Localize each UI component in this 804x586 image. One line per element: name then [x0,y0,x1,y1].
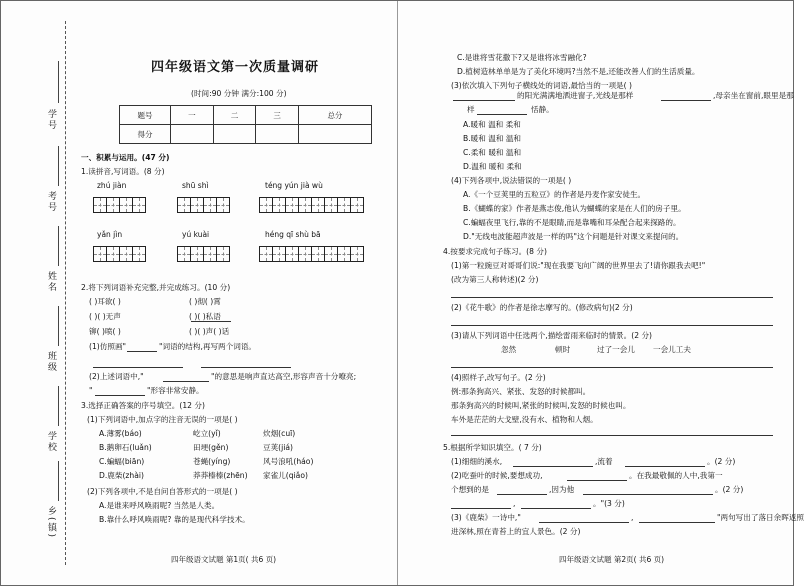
page-fold-line [397,1,398,585]
r-line: 样 [467,105,475,114]
r-line: ,母亲坐在窗前,眼里是那 [713,91,794,100]
example: 例:那条狗高兴、紧张、发怒的时候都叫。 [451,387,591,396]
q5-sub2-a: (2)吃蚕叶的时候,要想成功, [451,471,543,480]
option-word: 家雀儿(qiǎo) [263,471,308,480]
score-header: 二 [213,106,256,125]
score-cell[interactable] [171,125,214,144]
margin-label-town: 乡(镇) [46,506,56,540]
q4-sub2: (2)《花牛歌》的作者是徐志摩写的。(修改病句)(2 分) [451,303,633,312]
score-header: 总分 [298,106,371,125]
margin-label-student-no: 学号 [46,109,56,131]
margin-label-name: 姓名 [46,271,56,293]
option[interactable]: D.鹿柴(zhài) [99,471,144,480]
idiom-blank: ( )( )无声 [89,312,121,321]
option-word: 田埂(gěn) [193,443,229,452]
exam-title: 四年级语文第一次质量调研 [151,60,320,75]
page-footer-2: 四年级语文试题 第2页( 共6 页) [559,555,665,564]
r-line: 恬静。 [531,105,554,114]
word-choice: 忽然 [501,345,517,354]
score-row-label: 得分 [120,125,171,144]
q4-sub4: (4)照样子,改写句子。(2 分) [451,373,546,382]
q5-sub2-c: 个想到的是 [451,485,489,494]
answer-line[interactable] [521,508,591,509]
question-5: 5.根据所学知识填空。( 7 分) [443,443,542,452]
option[interactable]: B.《蝴蝶的家》作者是燕志俊,他认为蝴蝶的家是在人们的房子里。 [463,204,686,213]
score-table [119,105,372,144]
option-word: 豆荚(jiá) [263,443,293,452]
pinyin: yǎn jìn [97,230,123,239]
q2-sub2-a: (2)上述词语中," [89,372,144,381]
score-header: 题号 [120,106,171,125]
answer-line[interactable] [567,480,627,481]
writing-grid[interactable] [177,246,229,262]
answer-line[interactable] [639,522,715,523]
binding-margin [1,1,71,585]
option[interactable]: A.《一个豆荚里的五粒豆》的作者是丹麦作家安徒生。 [463,190,646,199]
option-word: 莽莽榛榛(zhēn) [193,471,248,480]
idiom-blank: ( )彻( )霄 [189,297,221,306]
margin-fill-line [58,61,59,103]
pinyin: yú kuài [182,230,210,239]
writing-grid[interactable] [93,197,145,213]
word-choice: 顿时 [555,345,571,354]
q5-sub1-c: 。(2 分) [707,457,736,466]
score-cell[interactable] [256,125,299,144]
q4-sub1-note: (改为第三人称转述)(2 分) [451,275,539,284]
word-choice: 一会儿工夫 [653,345,691,354]
margin-label-class: 班级 [46,351,56,373]
q5-sub3-b: , [631,513,634,522]
q5-sub3-d: 进深林,照在青苔上的宜人景色。(2 分) [451,527,581,536]
example: 车外是茫茫的大戈壁,没有水、植物和人烟。 [451,415,598,424]
q2-sub2-d: "形容非常安静。 [147,386,204,395]
answer-line[interactable] [127,351,157,352]
q5-sub2-e: 。(2 分) [715,485,744,494]
idiom-blank: ( )耳欲( ) [89,297,121,306]
score-cell[interactable] [298,125,371,144]
question-3: 3.选择正确答案的序号填空。(12 分) [81,401,205,410]
margin-label-exam-no: 考号 [46,191,56,213]
answer-line[interactable] [477,114,527,115]
q5-sub2-d: ,因为他 [549,485,575,494]
q5-sub2-b: 。在我最敬佩的人中,我第一 [629,471,723,480]
answer-line[interactable] [93,367,183,368]
q2-sub1-a: (1)仿照画" [89,342,127,351]
margin-label-school: 学校 [46,431,56,453]
option-word: 屹立(yǐ) [193,429,221,438]
score-header: 一 [171,106,214,125]
q4-sub1: (1)第一粒豌豆对哥哥们说:"现在我要飞向广阔的世界里去了!请你跟我去吧!" [451,261,706,270]
question-2: 2.将下列词语补充完整,并完成练习。(10 分) [81,283,231,292]
q2-sub1-b: "词语的结构,再写两个词语。 [159,342,257,351]
answer-line[interactable] [625,466,705,467]
idiom-blank: ( )( )私语 [189,312,221,321]
option[interactable]: D.温和 暖和 柔和 [463,162,522,171]
idiom-blank: ( )( )声( )话 [189,327,230,336]
answer-line[interactable] [513,466,593,467]
score-header: 三 [256,106,299,125]
q5-sub3-a: (3)《鹿柴》一诗中," [451,513,521,522]
pinyin: héng qī shù bā [265,230,321,239]
margin-fill-line [58,226,59,266]
option[interactable]: B.暖和 温和 温和 [463,134,522,143]
score-cell[interactable] [213,125,256,144]
section-1-heading: 一、积累与运用。(47 分) [81,153,170,162]
answer-line[interactable] [661,100,711,101]
margin-fill-line [58,461,59,501]
writing-grid[interactable] [259,246,363,262]
answer-line[interactable] [95,395,145,396]
q3-sub4: (4)下列各项中,说法错误的一项是( ) [451,176,572,185]
margin-fill-line [58,386,59,426]
answer-line[interactable] [453,100,515,101]
pinyin: zhú jiàn [97,181,127,190]
answer-line[interactable] [497,494,547,495]
answer-line[interactable] [539,522,629,523]
answer-line[interactable] [451,435,773,436]
option[interactable]: D."无线电波能超声波是一样的吗"这个问题是针对课文来提问的。 [463,232,684,241]
q3-sub1: (1)下列词语中,加点字的注音无误的一项是( ) [87,415,238,424]
margin-fill-line [58,146,59,186]
option[interactable]: A.是谁来呼风唤雨呢? 当然是人类。 [99,501,220,510]
answer-line[interactable] [451,367,773,368]
option[interactable]: B.鹅卵石(luǎn) [99,443,152,452]
answer-line[interactable] [451,325,773,326]
answer-line[interactable] [201,367,291,368]
q2-sub2-b: "的意思是响声直达高空,形容声音十分嘹亮; [211,372,357,381]
r-line: 的阳光满满地洒进窗子,光线是那样 [517,91,634,100]
margin-fill-line [58,306,59,346]
option-word: 风号浪吼(háo) [263,457,314,466]
word-choice: 过了一会儿 [597,345,635,354]
q5-sub1-a: (1)细细的溪水, [451,457,503,466]
option[interactable]: C.柔和 暖和 温和 [463,148,522,157]
q3-sub3: (3)依次填入下列句子横线处的词语,最恰当的一项是( ) [451,81,632,90]
pinyin: shū shì [182,181,209,190]
writing-grid[interactable] [259,197,363,213]
answer-line[interactable] [451,508,511,509]
q3-sub2: (2)下列各项中,不是自问自答形式的一项是( ) [87,487,238,496]
underline-mark [191,321,231,322]
option-word: 炊烟(cuī) [263,429,296,438]
idiom-blank: 铆( )喷( ) [89,327,121,336]
cut-line [65,21,66,565]
example: 那条狗高兴的时候叫,紧张的时候叫,发怒的时候也叫。 [451,401,631,410]
option[interactable]: A.薄雾(báo) [99,429,142,438]
q5-sub3-c: "两句写出了落日余晖返照 [717,513,804,522]
option[interactable]: B.靠什么呼风唤雨呢? 靠的是现代科学技术。 [99,515,250,524]
option-word: 苍蝇(yíng) [193,457,231,466]
answer-line[interactable] [583,494,713,495]
page-footer-1: 四年级语文试题 第1页( 共6 页) [171,555,277,564]
question-1: 1.读拼音,写词语。(8 分) [81,167,165,176]
answer-line[interactable] [451,297,773,298]
q5-sub2-g: 。"(3 分) [593,499,625,508]
q2-sub2-c: " [89,386,93,395]
option[interactable]: C.蝙蝠(biān) [99,457,145,466]
r-line[interactable]: C.是谁将雪花撒下?又是谁将冰雪融化? [457,53,587,62]
writing-grid[interactable] [177,197,229,213]
exam-subtitle: (时间:90 分钟 满分:100 分) [191,89,287,98]
q5-sub2-f: , [513,499,516,508]
question-4: 4.按要求完成句子练习。(8 分) [443,247,547,256]
r-line[interactable]: D.植树造林单单是为了美化环境吗?当然不是,还能改善人们的生活质量。 [457,67,700,76]
q4-sub3: (3)请从下列词语中任选两个,描绘雷雨来临时的情景。(2 分) [451,331,652,340]
answer-line[interactable] [163,381,209,382]
q5-sub1-b: ,流着 [595,457,613,466]
option[interactable]: C.蝙蝠夜里飞行,靠的不是眼睛,而是靠嘴和耳朵配合起来探路的。 [463,218,681,227]
option[interactable]: A.暖和 温和 柔和 [463,120,521,129]
pinyin: téng yún jià wù [265,181,323,190]
writing-grid[interactable] [93,246,145,262]
